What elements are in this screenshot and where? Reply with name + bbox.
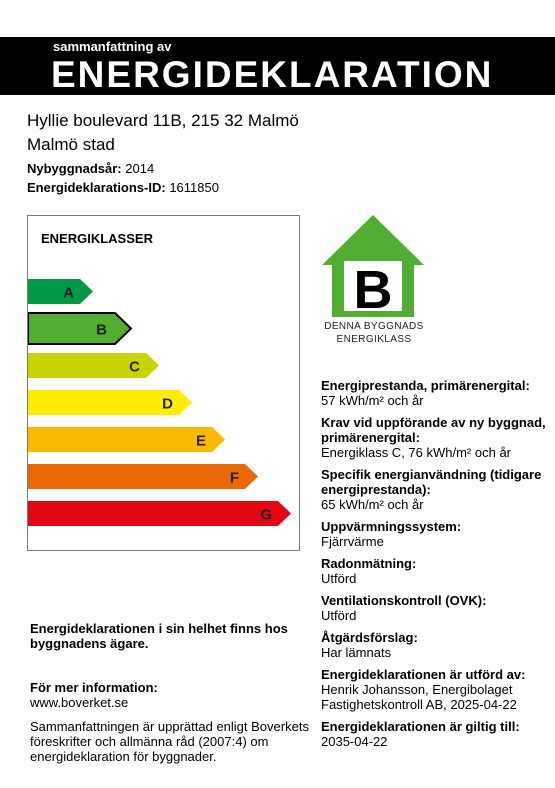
info-label: Energiprestanda, primärenergital: [321,378,530,393]
energy-class-letter-a: A [63,284,74,302]
energy-class-title: ENERGIKLASSER [41,231,153,246]
info-label: Uppvärmningssystem: [321,519,462,534]
energy-class-scale [27,215,300,551]
info-item [321,667,551,712]
energy-class-letter-e: E [195,432,206,450]
info-value: Utförd [321,571,357,586]
header-subtitle: sammanfattning av [53,39,172,54]
info-label: Åtgärdsförslag: [321,630,418,645]
info-item [321,556,551,586]
summary-text: Sammanfattningen är upprättad enligt Boverkets föreskrifter och allmänna råd (2007:4) om energideklaration för byggnader. [30,719,309,764]
info-item [321,467,551,512]
energy-class-letter-d: D [162,395,173,413]
info-value: Har lämnats [321,645,392,660]
info-value: Utförd [321,608,357,623]
info-item [321,378,551,408]
address-line2: Malmö stad [27,135,115,154]
info-item [321,415,551,460]
more-info [30,680,158,710]
header-band [0,37,555,95]
info-item [321,630,551,660]
energy-class-bar-g [28,501,291,526]
address-block [27,109,299,157]
energy-class-letter-f: F [229,469,239,487]
energy-class-bars [28,216,299,550]
ownership-note: Energideklarationen i sin helhet finns hos byggnadens ägare. [30,621,288,651]
energy-class-letter-g: G [260,506,272,524]
address-line1: Hyllie boulevard 11B, 215 32 Malmö [27,111,299,130]
built-year-row [27,159,219,178]
energy-class-bar-b [28,313,131,344]
info-label: Specifik energianvändning (tidigare energiprestanda): [321,467,542,497]
info-value: 57 kWh/m² och år [321,393,424,408]
built-year-label: Nybyggnadsår: [27,161,122,176]
energy-info-list [321,378,551,756]
more-info-label: För mer information: [30,680,158,695]
info-label: Radonmätning: [321,556,417,571]
info-item [321,593,551,623]
info-item [321,719,551,749]
badge-caption [316,320,432,346]
declaration-id-label: Energideklarations-ID: [27,180,166,195]
property-facts [27,159,219,197]
info-value: Energiklass C, 76 kWh/m² och år [321,445,512,460]
declaration-id-row [27,178,219,197]
built-year-value: 2014 [125,161,155,176]
info-value: Henrik Johansson, Energibolaget Fastighetskontroll AB, 2025-04-22 [321,682,517,712]
info-value: Fjärrvärme [321,534,384,549]
info-label: Energideklarationen är utförd av: [321,667,526,682]
energy-class-bar-a [28,279,93,304]
info-value: 2035-04-22 [321,734,388,749]
info-label: Energideklarationen är giltig till: [321,719,520,734]
energy-class-letter-c: C [129,358,140,376]
info-label: Ventilationskontroll (OVK): [321,593,487,608]
info-value: 65 kWh/m² och år [321,497,424,512]
badge-caption-line1: DENNA BYGGNADS [324,321,424,332]
energy-class-bar-f [28,464,258,489]
badge-caption-line2: ENERGIKLASS [336,334,412,345]
energy-class-letter-b: B [96,321,107,339]
badge-letter: B [353,260,393,320]
more-info-link[interactable]: www.boverket.se [30,695,129,710]
header-title: ENERGIDEKLARATION [51,54,494,95]
info-item [321,519,551,549]
info-label: Krav vid uppförande av ny byggnad, primärenergital: [321,415,546,445]
declaration-id-value: 1611850 [169,180,219,195]
